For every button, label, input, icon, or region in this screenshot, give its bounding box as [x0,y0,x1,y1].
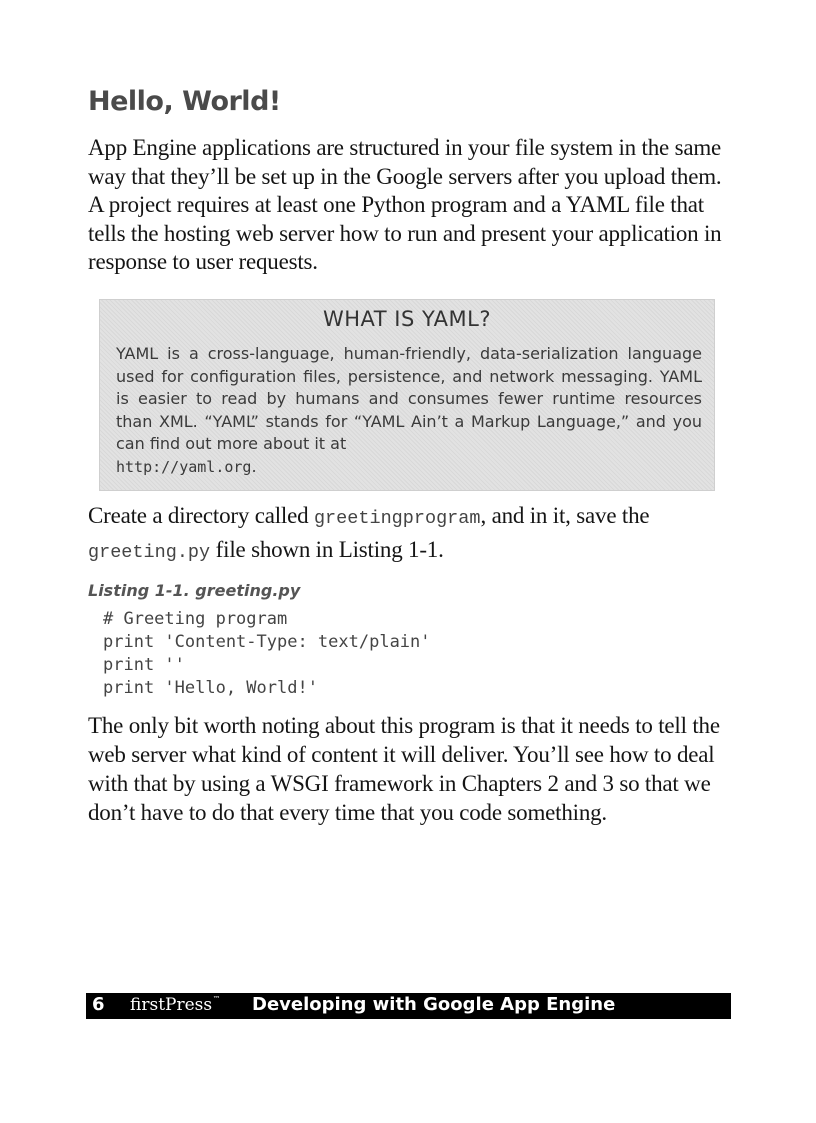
instruction-part2: , and in it, save the [480,503,650,528]
instruction-paragraph [88,500,734,568]
code-line: print 'Hello, World!' [103,678,318,698]
page-number: 6 [92,994,105,1015]
code-line: print '' [103,655,185,675]
section-heading: Hello, World! [88,86,281,117]
page-footer [86,993,731,1019]
code-line: print 'Content-Type: text/plain' [103,632,431,652]
yaml-sidebar [99,299,715,491]
sidebar-body [116,343,702,478]
instruction-part1: Create a directory called [88,503,314,528]
yaml-link[interactable]: http://yaml.org [116,457,252,476]
code-listing [103,608,431,700]
listing-caption: Listing 1-1. greeting.py [88,581,301,600]
directory-name: greetingprogram [313,508,481,529]
book-title: Developing with Google App Engine [252,994,616,1015]
intro-paragraph: App Engine applications are structured in your file system in the same way that they’ll be set up in the Google servers after you upload them. A project requires at least one Python program and a YAML file that tells the hosting web server how to run and present your application in response to user requests. [88,135,722,274]
instruction-part3: file shown in Listing 1-1. [210,537,444,562]
trademark-mark: ™ [213,995,221,1003]
code-line: # Greeting program [103,609,288,629]
brand-name: firstPress [130,995,213,1015]
file-name: greeting.py [88,542,211,563]
publisher-brand [130,995,220,1015]
sidebar-title: WHAT IS YAML? [322,307,492,331]
sidebar-url-suffix: . [251,456,257,476]
closing-paragraph: The only bit worth noting about this program is that it needs to tell the web server what kind of content it will deliver. You’ll see how to deal with that by using a WSGI framework in Chapters 2 and 3 so that we don’t have to do that every time that you code something. [88,713,720,825]
sidebar-body-text: YAML is a cross-language, human-friendly, data-serialization language used for configuration files, persistence, and network messaging. YAML is easier to read by humans and consumes fewer runtime resources than XML. “YAML” stands for “YAML Ain’t a Markup Language,” and you can find out more about it at [116,344,702,453]
